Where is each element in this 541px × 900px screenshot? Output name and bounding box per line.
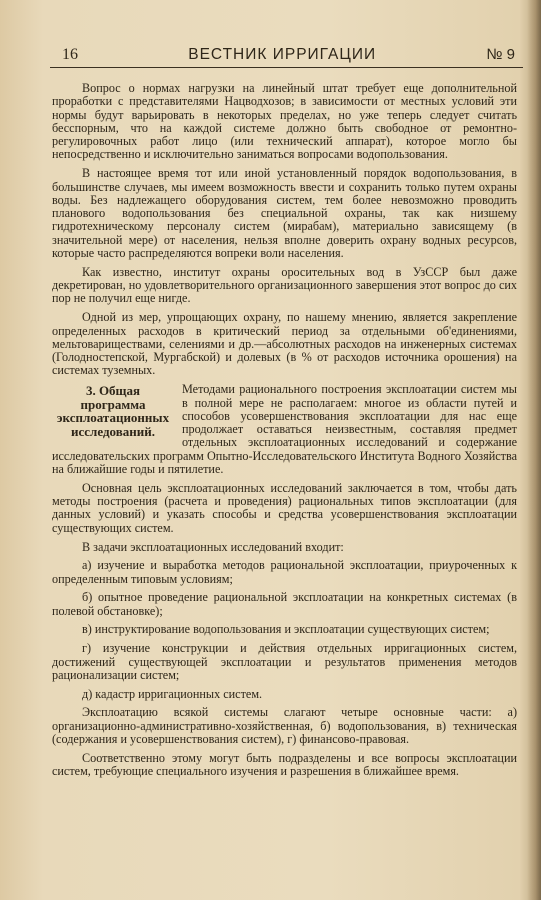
- paragraph: Эксплоатацию всякой системы слагают четыре основные части: а) организационно-административно-хозяйственная, б) водопользования, в) техническая (содержания и усовершенствования систем), г) финансово-правовая.: [52, 705, 517, 747]
- paragraph: В задачи эксплоатационных исследований входит:: [82, 539, 344, 554]
- list-item: а) изучение и выработка методов рациональной эксплоатации, приуроченных к определенным типовым условиям;: [52, 558, 517, 586]
- list-item: б) опытное проведение рациональной эксплоатации на конкретных системах (в полевой обстановке);: [52, 590, 517, 618]
- paragraph: В настоящее время тот или иной установленный порядок водопользования, в большинстве случаев, мы имеем возможность ввести и сохранить только путем охраны воды. Без надлежащего оборудования систем, тем более невозможно проводить планового водопользования без специальной охраны, так как низшему гидротехническому персоналу систем (мирабам), материально зависящему (в значительной мере) от населения, нельзя вполне доверить охрану водных ресурсов, которые часто распределяются вопреки воли населения.: [52, 166, 517, 261]
- issue-number: № 9: [486, 46, 515, 63]
- page-header: [50, 46, 523, 68]
- paragraph: Как известно, институт охраны оросительных вод в УзССР был даже декретирован, но удовлетворительного организационного завершения этот вопрос до сих пор не получил еще нигде.: [52, 264, 517, 306]
- article-body: [50, 68, 523, 778]
- page-edge-shadow: [527, 0, 541, 900]
- list-item: в) инструктирование водопользования и эксплоатации существующих систем;: [82, 622, 490, 637]
- list-item: г) изучение конструкции и действия отдельных ирригационных систем, достижений существующей эксплоатации и результатов применения методов рационализации систем;: [52, 641, 517, 682]
- section-heading: 3. Общая программа эксплоатационных исследований.: [56, 383, 170, 439]
- paragraph: Методами рационального построения эксплоатации систем мы в полной мере не располагаем: многое из области путей и способов усовершенствования эксплоатации для нас еще продолжает оставаться неизвестным, составляя предмет отдельных эксплоатационных исследований и содержание исследовательских программ Опытно-Исследовательского Института Водного Хозяйства на ближайшие годы и пятилетие.: [52, 382, 517, 477]
- paragraph: Основная цель эксплоатационных исследований заключается в том, чтобы дать методы построения (расчета и проведения) рациональных типов эксплоатации (для данных условий) и указать способы и средства усовершенствования эксплоатации существующих систем.: [52, 480, 517, 535]
- page-number: 16: [62, 46, 78, 63]
- paragraph: Соответственно этому могут быть подразделены и все вопросы эксплоатации систем, требующие специального изучения и разрешения в ближайшее время.: [52, 750, 517, 779]
- journal-title: ВЕСТНИК ИРРИГАЦИИ: [188, 46, 377, 63]
- paragraph: Одной из мер, упрощающих охрану, по нашему мнению, является закрепление определенных расходов в критический период за отдельными об'единениями, мельтовариществами, селениями и др.—абсолютных расходов на инженерных системах (Голодностепской, Мургабской) и долевых (в % от расходов источника орошения) на системах туземных.: [52, 310, 517, 378]
- paragraph: Вопрос о нормах нагрузки на линейный штат требует еще дополнительной проработки с представителями Нацводхозов; в зависимости от местных условий эти нормы будут варьировать в некоторых пределах, но уже теперь следует считать бесспорным, что на каждой системе должно быть свободное от ремонтно-регулировочных работ лицо (или технический аппарат), которое могло бы непосредственно и исключительно заниматься вопросами водопользования.: [52, 81, 517, 162]
- list-item: д) кадастр ирригационных систем.: [82, 686, 263, 701]
